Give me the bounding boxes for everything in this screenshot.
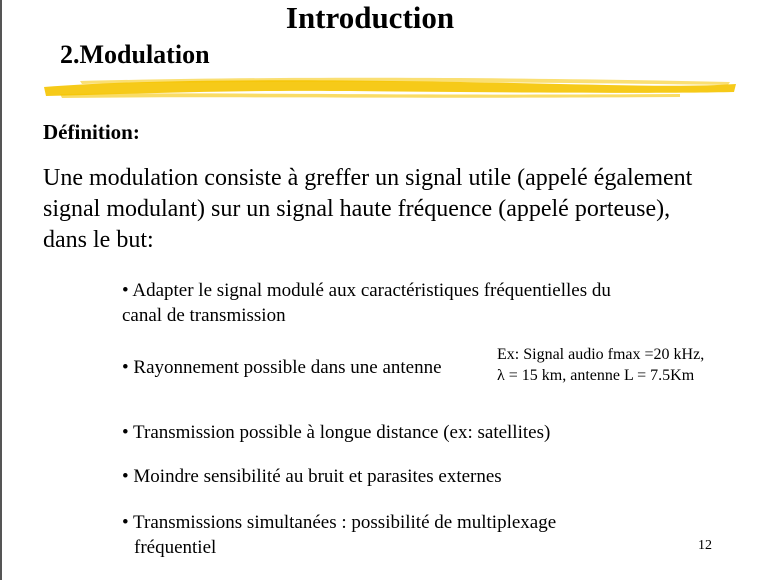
example-note-line: Ex: Signal audio fmax =20 kHz, bbox=[497, 346, 705, 363]
bullet-text-continued: canal de transmission bbox=[122, 305, 286, 326]
bullet-transmission-distance: • Transmission possible à longue distance (ex: satellites) bbox=[122, 422, 551, 443]
bullet-adapter bbox=[122, 278, 722, 328]
bullet-rayonnement: • Rayonnement possible dans une antenne bbox=[122, 357, 442, 378]
bullet-sensibilite: • Moindre sensibilité au bruit et parasites externes bbox=[122, 466, 502, 487]
bullet-text: • Transmissions simultanées : possibilité de multiplexage bbox=[122, 512, 557, 533]
slide-left-border bbox=[0, 0, 2, 580]
bullet-simultanees bbox=[122, 510, 682, 560]
page-number: 12 bbox=[698, 538, 712, 553]
definition-label: Définition: bbox=[43, 120, 140, 144]
definition-line: signal modulant) sur un signal haute fréquence (appelé porteuse), bbox=[43, 196, 671, 222]
bullet-text: • Adapter le signal modulé aux caractéristiques fréquentielles du bbox=[122, 280, 611, 301]
example-note-line: λ = 15 km, antenne L = 7.5Km bbox=[497, 367, 695, 384]
definition-line: dans le but: bbox=[43, 227, 154, 253]
definition-line: Une modulation consiste à greffer un signal utile (appelé également bbox=[43, 165, 693, 191]
definition-text bbox=[43, 163, 763, 256]
section-subtitle: 2.Modulation bbox=[60, 40, 210, 69]
example-note bbox=[497, 344, 704, 386]
bullet-text-continued: fréquentiel bbox=[134, 537, 217, 558]
highlighter-stroke bbox=[40, 70, 740, 104]
slide-title: Introduction bbox=[285, 0, 455, 35]
